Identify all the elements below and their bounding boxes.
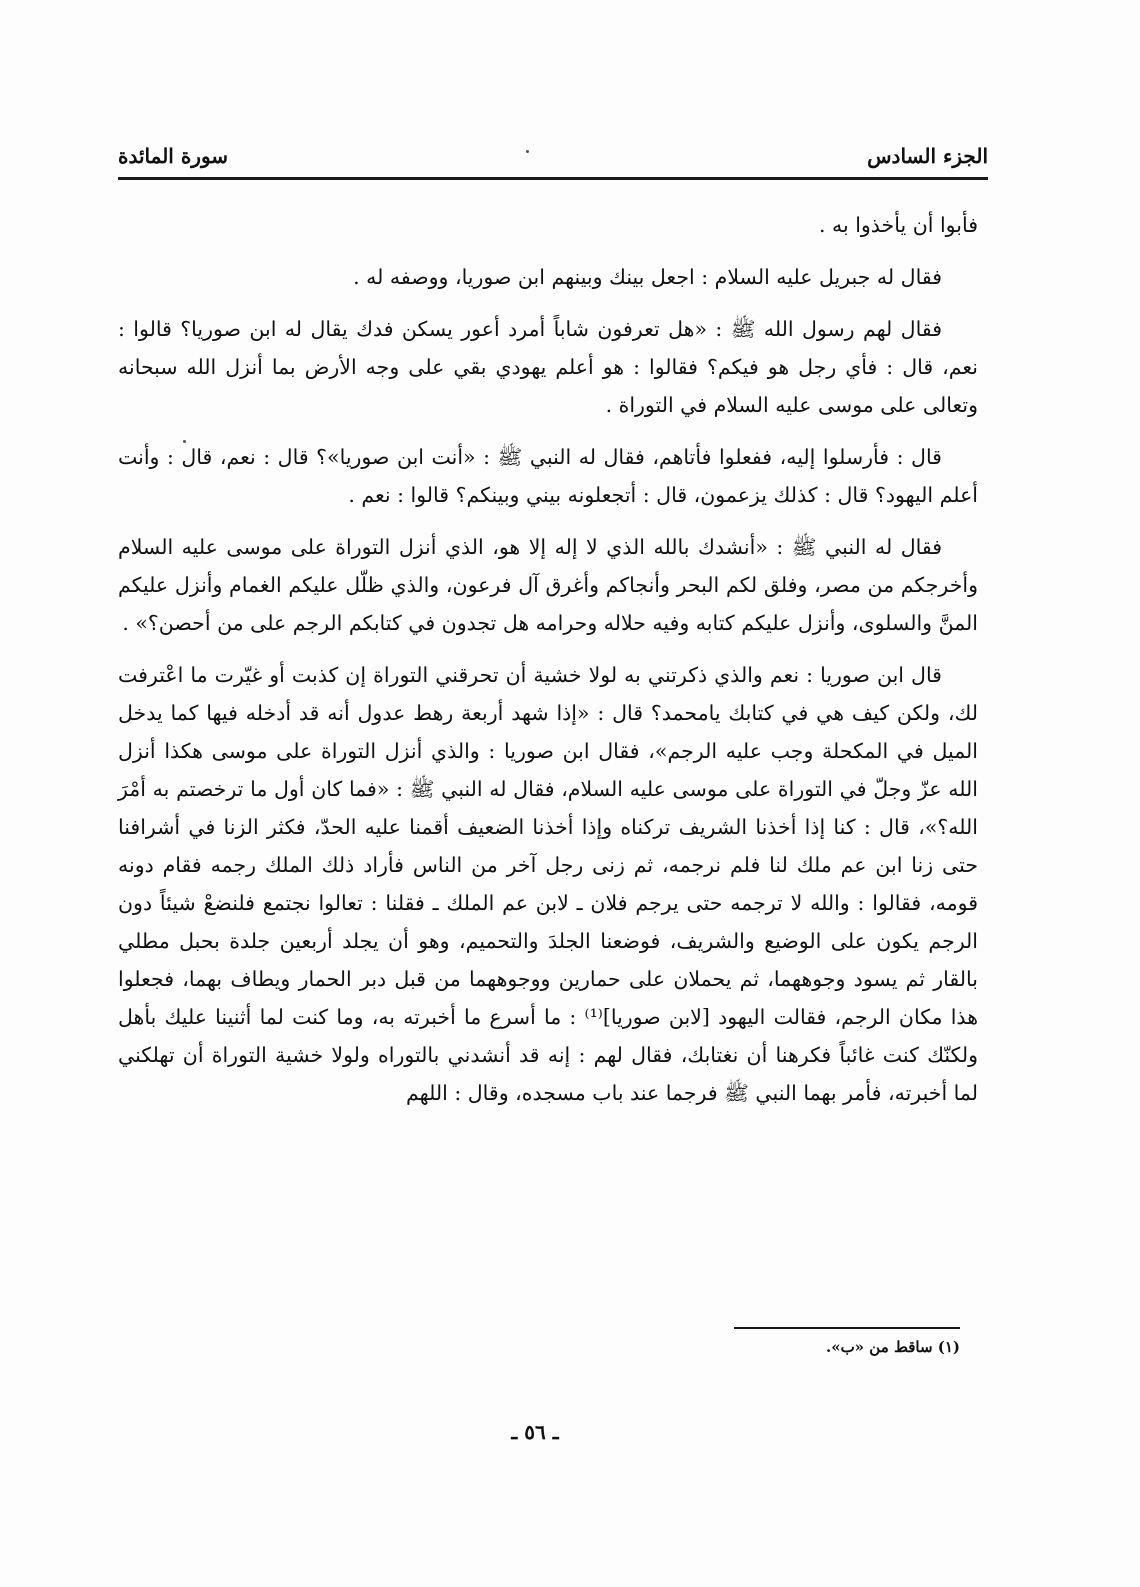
- surah-title: سورة المائدة: [118, 144, 229, 168]
- scan-speck: [526, 150, 529, 153]
- scan-speck: [183, 440, 186, 443]
- footnote-divider: [734, 1327, 960, 1329]
- footnote: (١) ساقط من «ب».: [825, 1338, 960, 1356]
- paragraph: فقال لهم رسول الله ﷺ : «هل تعرفون شاباً أمرد أعور يسكن فدك يقال له ابن صوريا؟ قالوا : نعم، قال : فأي رجل هو فيكم؟ فقالوا : هو أعلم يهودي بقي على وجه الأرض بما أنزل الله سبحانه وتعالى على موسى عليه السلام في التوراة .: [118, 317, 978, 417]
- paragraph: قال : فأرسلوا إليه، ففعلوا فأتاهم، فقال له النبي ﷺ : «أنت ابن صوريا»؟ قال : نعم، قال : وأنت أعلم اليهود؟ قال : كذلك يزعمون، قال : أتجعلونه بيني وبينكم؟ قالوا : نعم .: [118, 445, 978, 507]
- page-number: ـ ٥٦ ـ: [511, 1420, 559, 1444]
- page-header: [118, 136, 988, 176]
- paragraph: فأبوا أن يأخذوا به .: [818, 213, 978, 237]
- part-title: الجزء السادس: [867, 144, 988, 168]
- main-text: [118, 206, 978, 1126]
- paragraph: فقال له النبي ﷺ : «أنشدك بالله الذي لا إله إلا هو، الذي أنزل التوراة على موسى عليه السلام وأخرجكم من مصر، وفلق لكم البحر وأنجاكم وأغرق آل فرعون، والذي ظلّل عليكم الغمام وأنزل عليكم المنَّ والسلوى، وأنزل عليكم كتابه وفيه حلاله وحرامه هل تجدون في كتابكم الرجم على من أحصن؟» .: [118, 535, 978, 635]
- paragraph: قال ابن صوريا : نعم والذي ذكرتني به لولا خشية أن تحرقني التوراة إن كذبت أو غيّرت ما اعْترفت لك، ولكن كيف هي في كتابك يامحمد؟ قال : «إذا شهد أربعة رهط عدول أنه قد أدخله فيها كما يدخل الميل في المكحلة وجب عليه الرجم»، فقال ابن صوريا : والذي أنزل التوراة على موسى هكذا أنزل الله عزّ وجلّ في التوراة على موسى عليه السلام، فقال له النبي ﷺ : «فما كان أول ما ترخصتم به أمْرَ الله؟»، قال : كنا إذا أخذنا الشريف تركناه وإذا أخذنا الضعيف أقمنا عليه الحدّ، فكثر الزنا في أشرافنا حتى زنا ابن عم ملك لنا فلم نرجمه، ثم زنى رجل آخر من الناس فأراد ذلك الملك رجمه فقام دونه قومه، فقالوا : والله لا ترجمه حتى يرجم فلان ـ لابن عم الملك ـ فقلنا : تعالوا نجتمع فلنضعْ شيئاً دون الرجم يكون على الوضيع والشريف، فوضعنا الجلدَ والتحميم، وهو أن يجلد أربعين جلدة بحبل مطلي بالقار ثم يسود وجوههما، ثم يحملان على حمارين ووجوههما من قبل دبر الحمار ويطاف بهما، فجعلوا هذا مكان الرجم، فقالت اليهود [لابن صوريا]⁽¹⁾ : ما أسرع ما أخبرته به، وما كنت لما أثنينا عليك بأهل ولكنّك كنت غائباً فكرهنا أن نغتابك، فقال لهم : إنه قد أنشدني بالتوراه ولولا خشية التوراة أن تهلكني لما أخبرته، فأمر بهما النبي ﷺ فرجما عند باب مسجده، وقال : اللهم: [118, 663, 979, 1105]
- header-divider: [118, 177, 988, 180]
- paragraph: فقال له جبريل عليه السلام : اجعل بينك وبينهم ابن صوريا، ووصفه له .: [353, 265, 942, 289]
